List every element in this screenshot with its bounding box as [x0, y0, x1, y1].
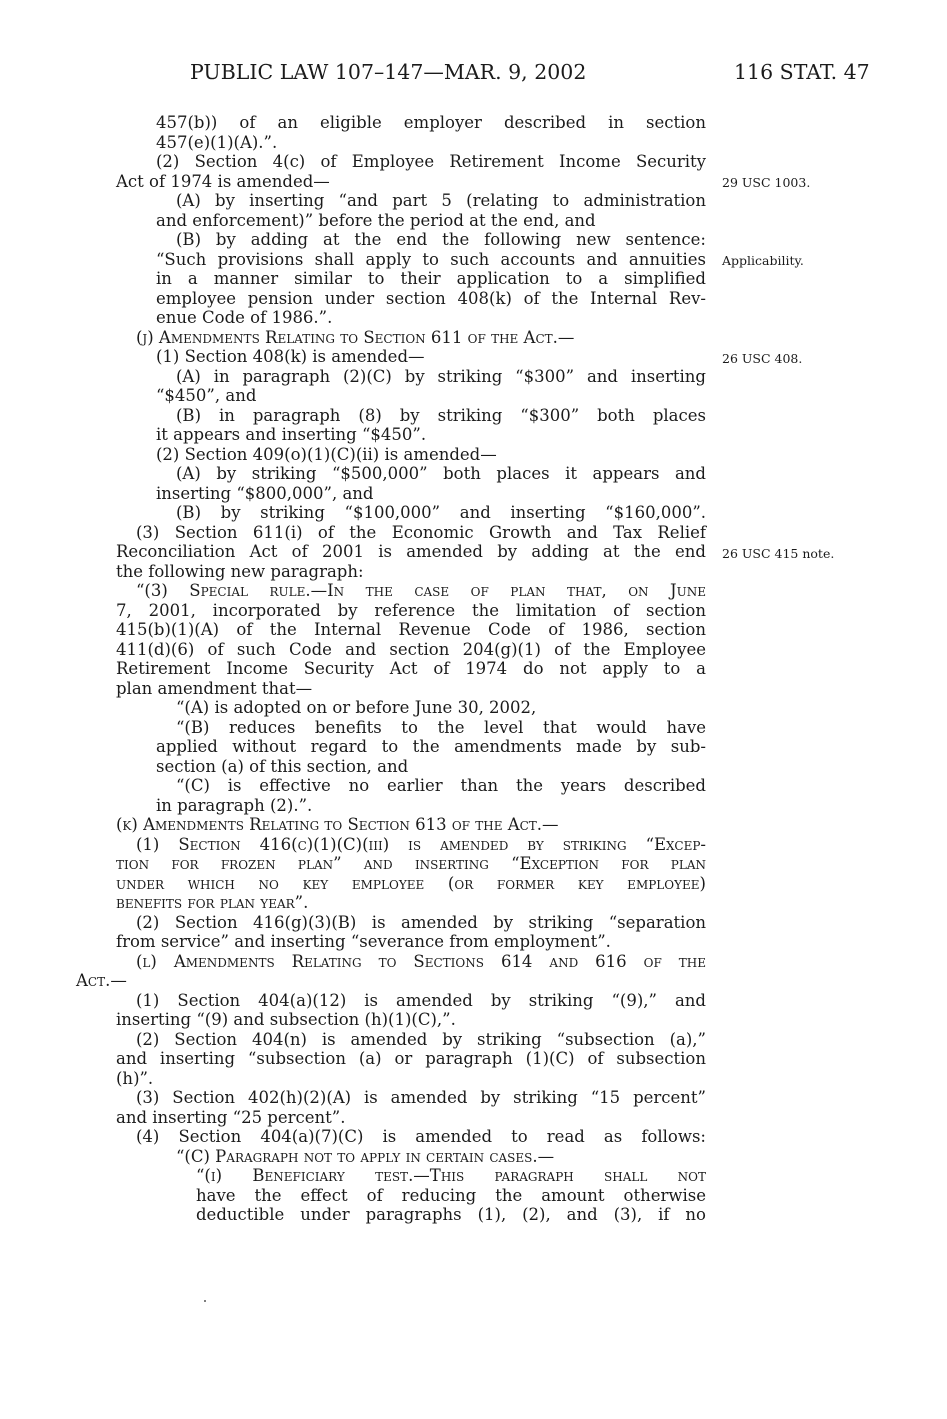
text-line: inserting “(9) and subsection (h)(1)(C),”.: [116, 1010, 456, 1029]
text-line: (B) by adding at the end the following new sentence:: [176, 230, 706, 249]
text-line: 411(d)(6) of such Code and section 204(g)(1) of the Employee: [116, 639, 706, 659]
text-line: (3) Section 611(i) of the Economic Growth and Tax Relief: [136, 522, 706, 542]
text-line: (1) Section 404(a)(12) is amended by striking “(9),” and: [136, 990, 706, 1010]
text-line: in paragraph (2).”.: [156, 795, 313, 815]
text-line: 457(b)) of an eligible employer described in section: [156, 113, 706, 132]
statute-page-number: 116 STAT. 47: [734, 60, 870, 84]
text-line: “(A) is adopted on or before June 30, 2002,: [176, 698, 537, 717]
text-line: (A) by striking “$500,000” both places it appears and: [176, 464, 706, 483]
text-line: employee pension under section 408(k) of the Internal Rev-: [156, 288, 706, 308]
section-heading: (k) Amendments Relating to Section 613 of the Act.—: [116, 815, 559, 834]
text-line: inserting “$800,000”, and: [156, 483, 374, 503]
margin-note: 26 USC 408.: [722, 351, 803, 366]
text-line: 415(b)(1)(A) of the Internal Revenue Code of 1986, section: [116, 620, 706, 639]
text-line: Retirement Income Security Act of 1974 do not apply to a: [116, 659, 706, 678]
text-line: “(C) Paragraph not to apply in certain cases.—: [176, 1146, 555, 1166]
text-line: deductible under paragraphs (1), (2), and (3), if no: [196, 1205, 706, 1224]
margin-note: Applicability.: [722, 253, 804, 268]
text-line: in a manner similar to their application to a simplified: [156, 269, 706, 288]
text-line: Reconciliation Act of 2001 is amended by adding at the end: [116, 542, 706, 561]
text-line: “(B) reduces benefits to the level that would have: [176, 717, 706, 737]
text-line: (4) Section 404(a)(7)(C) is amended to read as follows:: [136, 1127, 706, 1146]
text-line: (2) Section 4(c) of Employee Retirement Income Security: [156, 152, 706, 171]
text-line: and inserting “25 percent”.: [116, 1107, 346, 1127]
text-line: applied without regard to the amendments made by sub-: [156, 737, 706, 756]
text-line: and enforcement)” before the period at the end, and: [156, 210, 596, 230]
text-line: under which no key employee (or former key employee): [116, 873, 706, 893]
text-line: “(i) Beneficiary test.—This paragraph shall not: [196, 1166, 706, 1185]
text-line: benefits for plan year”.: [116, 893, 309, 912]
text-line: 457(e)(1)(A).”.: [156, 132, 278, 152]
text-line: (h)”.: [116, 1068, 154, 1088]
text-line: tion for frozen plan” and inserting “Exception for plan: [116, 854, 706, 873]
text-line: (B) by striking “$100,000” and inserting “$160,000”.: [176, 503, 706, 522]
text-line: plan amendment that—: [116, 678, 313, 698]
text-line: (3) Section 402(h)(2)(A) is amended by striking “15 percent”: [136, 1088, 706, 1107]
text-line: “$450”, and: [156, 386, 257, 405]
text-line: “(C) is effective no earlier than the years described: [176, 776, 706, 795]
text-line: “Such provisions shall apply to such accounts and annuities: [156, 249, 706, 269]
text-line: from service” and inserting “severance from employment”.: [116, 932, 611, 951]
margin-note: 29 USC 1003.: [722, 175, 811, 190]
text-line: Act.—: [76, 971, 127, 990]
text-line: (A) in paragraph (2)(C) by striking “$300” and inserting: [176, 366, 706, 386]
text-line: the following new paragraph:: [116, 561, 364, 581]
section-heading: (j) Amendments Relating to Section 611 of the Act.—: [136, 327, 575, 347]
scan-speck: [204, 1300, 206, 1302]
text-line: have the effect of reducing the amount otherwise: [196, 1185, 706, 1205]
text-line: it appears and inserting “$450”.: [156, 425, 427, 444]
text-line: (2) Section 416(g)(3)(B) is amended by striking “separation: [136, 912, 706, 932]
text-line: Act of 1974 is amended—: [116, 171, 330, 191]
page-header: [0, 60, 947, 90]
running-title: PUBLIC LAW 107–147—MAR. 9, 2002: [190, 60, 587, 84]
text-line: (2) Section 404(n) is amended by striking “subsection (a),”: [136, 1029, 706, 1049]
text-line: (2) Section 409(o)(1)(C)(ii) is amended—: [156, 444, 497, 464]
text-line: section (a) of this section, and: [156, 756, 409, 776]
text-line: 7, 2001, incorporated by reference the limitation of section: [116, 600, 706, 620]
text-line: “(3) Special rule.—In the case of plan that, on June: [136, 581, 706, 600]
text-line: (A) by inserting “and part 5 (relating to administration: [176, 191, 706, 210]
text-line: and inserting “subsection (a) or paragraph (1)(C) of subsection: [116, 1049, 706, 1068]
section-heading: (l) Amendments Relating to Sections 614 and 616 of the: [136, 951, 706, 971]
text-line: (1) Section 416(c)(1)(C)(iii) is amended by striking “Excep-: [136, 834, 706, 854]
text-line: (1) Section 408(k) is amended—: [156, 347, 425, 366]
margin-note: 26 USC 415 note.: [722, 546, 835, 561]
text-line: enue Code of 1986.”.: [156, 308, 333, 327]
text-line: (B) in paragraph (8) by striking “$300” both places: [176, 405, 706, 425]
